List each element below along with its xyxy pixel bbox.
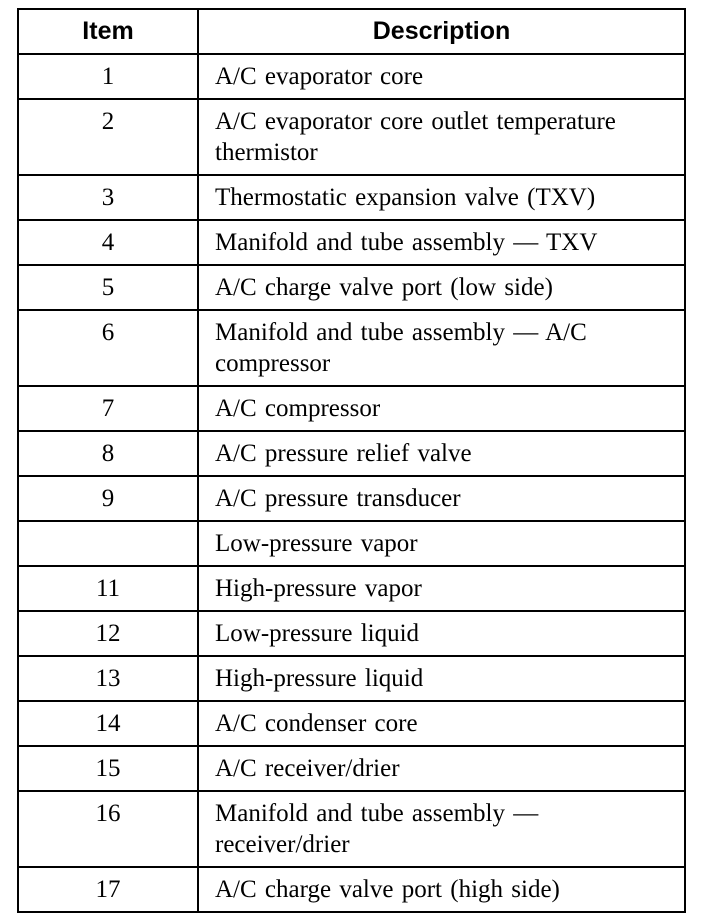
item-number: 3 xyxy=(18,175,198,220)
table-row xyxy=(18,867,685,912)
parts-table xyxy=(17,8,686,913)
item-number: 12 xyxy=(18,611,198,656)
item-number: 4 xyxy=(18,220,198,265)
table-row xyxy=(18,521,685,566)
item-description: Manifold and tube assembly — receiver/drier xyxy=(198,791,685,867)
item-number: 17 xyxy=(18,867,198,912)
item-description: A/C condenser core xyxy=(198,701,685,746)
item-description: Thermostatic expansion valve (TXV) xyxy=(198,175,685,220)
item-number xyxy=(18,521,198,566)
item-description: High-pressure vapor xyxy=(198,566,685,611)
item-number: 11 xyxy=(18,566,198,611)
item-description: High-pressure liquid xyxy=(198,656,685,701)
item-description: Low-pressure vapor xyxy=(198,521,685,566)
table-row xyxy=(18,746,685,791)
table-row xyxy=(18,99,685,175)
table-row xyxy=(18,791,685,867)
item-number: 13 xyxy=(18,656,198,701)
item-description: Low-pressure liquid xyxy=(198,611,685,656)
item-number: 2 xyxy=(18,99,198,175)
item-description: A/C compressor xyxy=(198,386,685,431)
item-number: 8 xyxy=(18,431,198,476)
description-column-header: Description xyxy=(198,9,685,54)
table-row xyxy=(18,476,685,521)
item-number: 15 xyxy=(18,746,198,791)
table-row xyxy=(18,265,685,310)
table-row xyxy=(18,386,685,431)
item-number: 14 xyxy=(18,701,198,746)
table-row xyxy=(18,54,685,99)
item-description: A/C pressure relief valve xyxy=(198,431,685,476)
item-number: 6 xyxy=(18,310,198,386)
item-description: A/C evaporator core outlet temperature thermistor xyxy=(198,99,685,175)
table-row xyxy=(18,701,685,746)
item-description: A/C charge valve port (low side) xyxy=(198,265,685,310)
table-row xyxy=(18,566,685,611)
table-row xyxy=(18,656,685,701)
item-column-header: Item xyxy=(18,9,198,54)
item-description: Manifold and tube assembly — A/C compressor xyxy=(198,310,685,386)
item-description: A/C evaporator core xyxy=(198,54,685,99)
item-description: A/C pressure transducer xyxy=(198,476,685,521)
header-row xyxy=(18,9,685,54)
table-row xyxy=(18,611,685,656)
item-number: 16 xyxy=(18,791,198,867)
item-description: A/C charge valve port (high side) xyxy=(198,867,685,912)
item-number: 5 xyxy=(18,265,198,310)
table-row xyxy=(18,431,685,476)
item-description: Manifold and tube assembly — TXV xyxy=(198,220,685,265)
table-row xyxy=(18,310,685,386)
item-number: 9 xyxy=(18,476,198,521)
item-number: 1 xyxy=(18,54,198,99)
item-number: 7 xyxy=(18,386,198,431)
item-description: A/C receiver/drier xyxy=(198,746,685,791)
table-row xyxy=(18,175,685,220)
table-row xyxy=(18,220,685,265)
